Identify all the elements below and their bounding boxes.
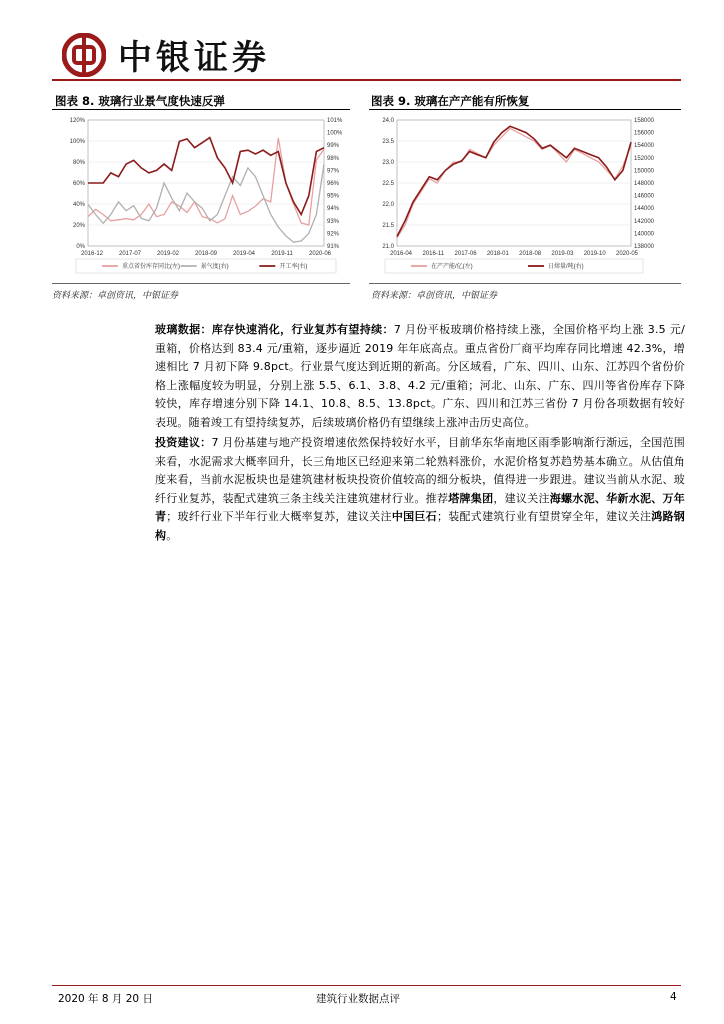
left-axis-tick-label: 40% xyxy=(72,202,85,208)
figure-9-chart xyxy=(369,112,681,280)
right-axis-tick-label: 148000 xyxy=(634,181,655,187)
series-line-1 xyxy=(397,126,631,236)
series-line-2 xyxy=(88,138,324,215)
x-axis-tick-label: 2019-04 xyxy=(232,251,256,257)
x-axis-tick-label: 2018-01 xyxy=(486,251,509,257)
left-axis-tick-label: 120% xyxy=(69,118,85,124)
right-axis-tick-label: 97% xyxy=(327,168,340,175)
investment-text-5: 。 xyxy=(166,528,178,542)
left-axis-tick-label: 80% xyxy=(72,160,85,166)
brand-logo xyxy=(62,30,270,79)
right-axis-tick-label: 146000 xyxy=(634,193,655,200)
footer-page-number: 4 xyxy=(670,991,677,1003)
left-axis-tick-label: 23.5 xyxy=(382,139,394,145)
x-axis-tick-label: 2016-04 xyxy=(389,251,413,257)
right-axis-tick-label: 142000 xyxy=(634,218,655,225)
figure-8-source: 资料来源：卓创资讯，中银证券 xyxy=(52,291,179,301)
investment-text-1: 7 月份基建与地产投资增速依然保持较好水平，目前华东华南地区雨季影响渐行渐远，全国范围来看，水泥需求大概率回升，长三角地区已经迎来第二轮熟料涨价，水泥价格复苏趋势基本确立。从估值角度来看，当前水泥板块也是建筑建材板块投资价值较高的细分板块，值得进一步跟进。建议当前从水泥、玻纤行业复苏，装配式建筑三条主线关注建筑建材行业。推荐 xyxy=(155,436,686,505)
right-axis-tick-label: 152000 xyxy=(634,155,655,162)
legend-label: 开工率(右) xyxy=(279,264,308,270)
right-axis-tick-label: 91% xyxy=(327,244,340,250)
left-axis-tick-label: 21.0 xyxy=(382,244,394,250)
footer-date: 2020 年 8 月 20 日 xyxy=(58,993,153,1005)
right-axis-tick-label: 140000 xyxy=(634,231,655,238)
right-axis-tick-label: 158000 xyxy=(634,118,655,124)
x-axis-tick-label: 2017-07 xyxy=(118,251,142,257)
figure-9-source: 资料来源：卓创资讯，中银证券 xyxy=(371,291,498,301)
legend-label: 景气度(右) xyxy=(200,264,229,270)
footer-divider xyxy=(52,985,681,986)
right-axis-tick-label: 99% xyxy=(327,143,340,150)
right-axis-tick-label: 154000 xyxy=(634,143,655,150)
figure-8-chart xyxy=(52,112,352,280)
right-axis-tick-label: 100% xyxy=(327,130,343,137)
investment-advice-lead: 投资建议： xyxy=(155,436,212,449)
x-axis-tick-label: 2019-02 xyxy=(156,251,180,257)
investment-text-3: ；玻纤行业下半年行业大概率复苏，建议关注 xyxy=(166,510,392,523)
x-axis-tick-label: 2016-12 xyxy=(80,251,104,257)
figure-9-title-rule xyxy=(369,109,681,110)
glass-data-lead: 玻璃数据：库存快速消化，行业复苏有望持续： xyxy=(155,323,394,336)
right-axis-tick-label: 101% xyxy=(327,118,343,124)
stock-recommend-4: 鸿路钢构 xyxy=(155,510,686,542)
right-axis-tick-label: 96% xyxy=(327,181,340,187)
right-axis-tick-label: 138000 xyxy=(634,244,655,250)
left-axis-tick-label: 22.5 xyxy=(382,181,394,187)
x-axis-tick-label: 2020-05 xyxy=(615,251,639,257)
investment-advice-paragraph xyxy=(155,434,685,545)
series-line-1 xyxy=(88,164,324,242)
x-axis-tick-label: 2017-06 xyxy=(454,251,477,257)
figure-8-title-rule xyxy=(52,109,350,110)
stock-recommend-2: 海螺水泥、华新水泥、万年青 xyxy=(155,491,686,523)
left-axis-tick-label: 23.0 xyxy=(382,160,394,166)
figure-8-title: 图表 8. 玻璃行业景气度快速反弹 xyxy=(55,94,225,108)
stock-recommend-1: 塔牌集团 xyxy=(448,491,494,505)
left-axis-tick-label: 20% xyxy=(72,223,85,229)
glass-data-text: 7 月份平板玻璃价格持续上涨，全国价格平均上涨 3.5 元/重箱，价格达到 83.4 元/重箱，逐步逼近 2019 年年底高点。重点省份厂商平均库存同比增速 42.3%，增速相比 7 月初下降 9.8pct。行业景气度达到近期的新高。分区域看，广东、四川、山东、江苏四个省份价格上涨幅度较为明显，分别上涨 5.5、6.1、3.8、4.2 元/重箱；河北、山东、广东、四川等省份库存下降较快，库存增速分别下降 14.1、10.8、8.5、13.8pct。广东、四川和江苏三省份 7 月份各项数据有较好表现。随着竣工有望持续复苏，后续玻璃价格仍有望继续上涨冲击历史高位。 xyxy=(155,323,685,429)
right-axis-tick-label: 93% xyxy=(327,218,340,225)
right-axis-tick-label: 95% xyxy=(327,193,340,200)
right-axis-tick-label: 156000 xyxy=(634,130,655,137)
figure-9-source-rule xyxy=(369,283,681,284)
left-axis-tick-label: 0% xyxy=(76,244,85,250)
left-axis-tick-label: 60% xyxy=(72,181,85,187)
stock-recommend-3: 中国巨石 xyxy=(391,510,437,523)
right-axis-tick-label: 92% xyxy=(327,231,340,238)
series-line-0 xyxy=(88,138,324,225)
x-axis-tick-label: 2020-06 xyxy=(308,251,332,257)
left-axis-tick-label: 22.0 xyxy=(382,202,394,208)
glass-data-paragraph xyxy=(155,321,685,432)
investment-text-2: ，建议关注 xyxy=(493,491,550,505)
left-axis-tick-label: 24.0 xyxy=(382,118,394,124)
legend-label: 日熔量/吨(右) xyxy=(548,264,584,270)
bank-of-china-logo-icon xyxy=(62,33,106,77)
x-axis-tick-label: 2019-11 xyxy=(271,251,293,257)
x-axis-tick-label: 2018-08 xyxy=(519,251,542,257)
figure-9-title: 图表 9. 玻璃在产产能有所恢复 xyxy=(371,94,530,108)
investment-text-4: ；装配式建筑行业有望贯穿全年，建议关注 xyxy=(436,510,652,523)
right-axis-tick-label: 94% xyxy=(327,206,340,213)
right-axis-tick-label: 98% xyxy=(327,155,340,162)
figure-8-source-rule xyxy=(52,283,350,284)
x-axis-tick-label: 2016-11 xyxy=(422,251,445,257)
right-axis-tick-label: 144000 xyxy=(634,206,655,213)
footer-report-type: 建筑行业数据点评 xyxy=(316,993,400,1005)
brand-name: 中银证券 xyxy=(118,38,270,78)
legend-label: 重点省份库存同比(左) xyxy=(122,264,180,270)
x-axis-tick-label: 2019-10 xyxy=(583,251,606,257)
left-axis-tick-label: 21.5 xyxy=(382,223,394,229)
x-axis-tick-label: 2018-09 xyxy=(194,251,218,257)
x-axis-tick-label: 2019-03 xyxy=(551,251,574,257)
right-axis-tick-label: 150000 xyxy=(634,168,655,175)
header-divider xyxy=(52,79,681,81)
left-axis-tick-label: 100% xyxy=(69,139,85,145)
legend-label: 在产产能/亿(左) xyxy=(431,264,473,270)
